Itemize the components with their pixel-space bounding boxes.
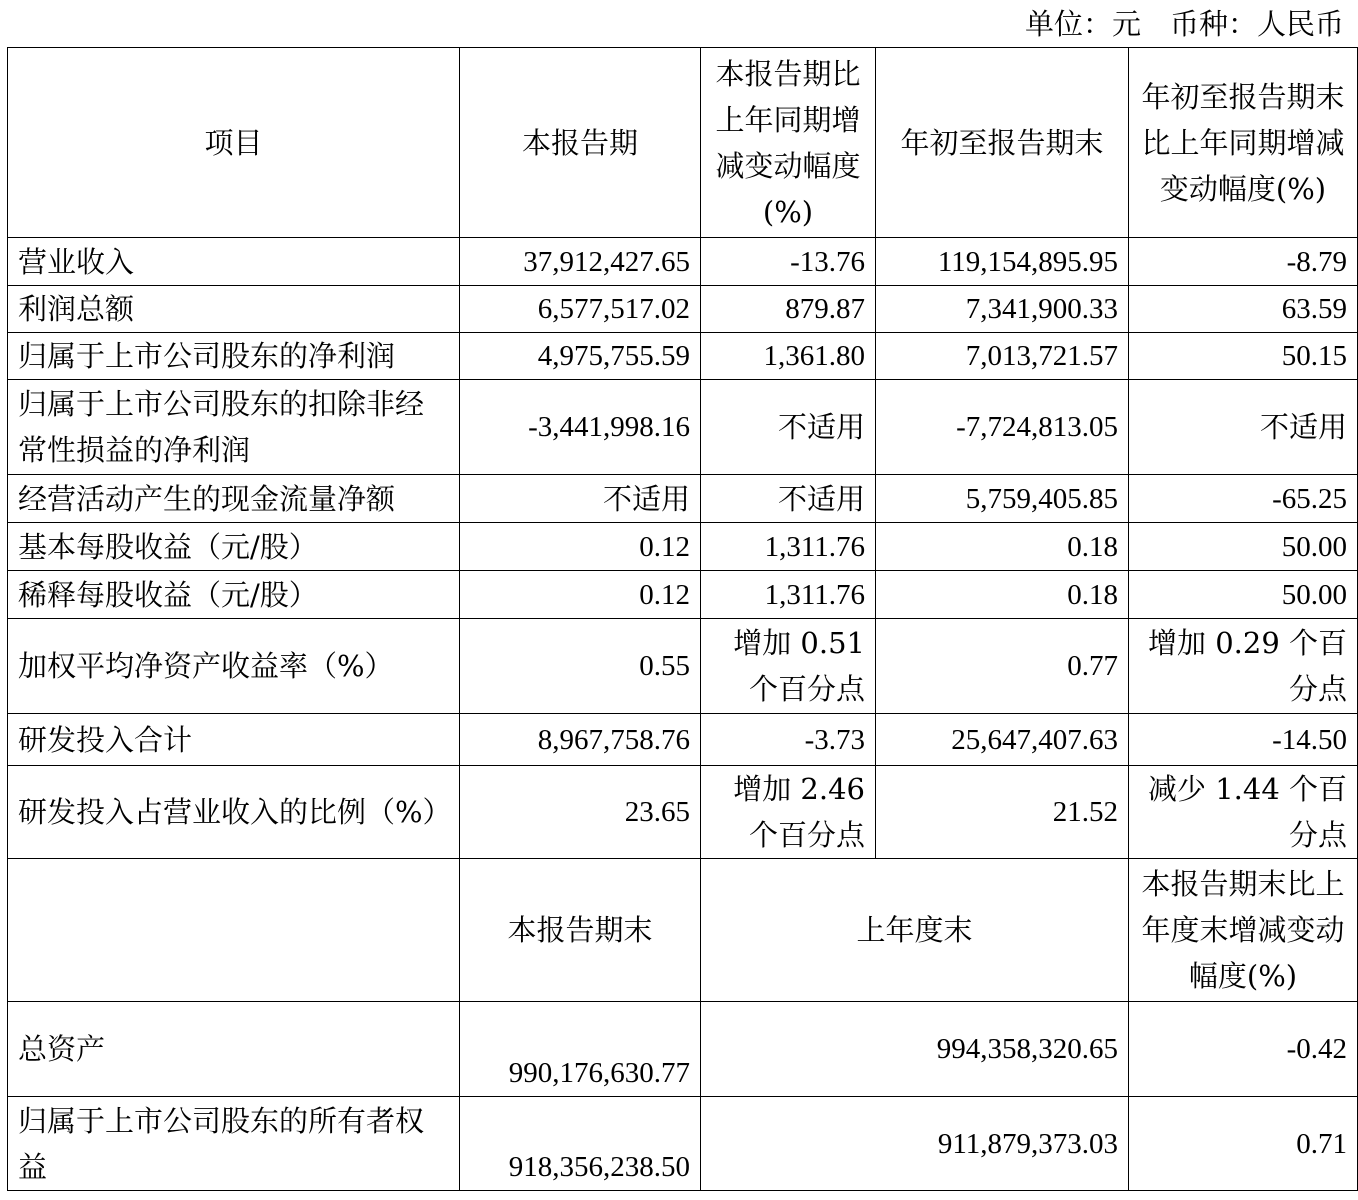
cell-current-change: -13.76 xyxy=(701,238,876,286)
balance-row xyxy=(8,1097,1358,1191)
balance-row xyxy=(8,1002,1358,1097)
cell-balance-change: 0.71 xyxy=(1129,1097,1358,1191)
balance-header-item xyxy=(8,859,460,1002)
cell-ytd-change: -8.79 xyxy=(1129,238,1358,286)
row-label: 利润总额 xyxy=(8,286,460,333)
cell-current-change: 增加 0.51 个百分点 xyxy=(701,619,876,714)
header-period-end: 本报告期末 xyxy=(460,859,701,1002)
table-row xyxy=(8,238,1358,286)
cell-ytd-change: 增加 0.29 个百分点 xyxy=(1129,619,1358,714)
cell-ytd: 119,154,895.95 xyxy=(876,238,1129,286)
cell-current-change: 1,361.80 xyxy=(701,333,876,380)
cell-ytd: 0.18 xyxy=(876,571,1129,619)
header-current-period: 本报告期 xyxy=(460,48,701,238)
balance-header-row xyxy=(8,859,1358,1002)
cell-current: 0.55 xyxy=(460,619,701,714)
cell-prior-year-end: 994,358,320.65 xyxy=(701,1002,1129,1097)
row-label: 基本每股收益（元/股） xyxy=(8,523,460,571)
header-current-change: 本报告期比上年同期增减变动幅度(%) xyxy=(701,48,876,238)
cell-current: 不适用 xyxy=(460,475,701,523)
row-label: 稀释每股收益（元/股） xyxy=(8,571,460,619)
cell-current: 6,577,517.02 xyxy=(460,286,701,333)
cell-current: 0.12 xyxy=(460,571,701,619)
cell-current-change: 879.87 xyxy=(701,286,876,333)
cell-current: 23.65 xyxy=(460,766,701,859)
table-row xyxy=(8,475,1358,523)
cell-current-change: 1,311.76 xyxy=(701,523,876,571)
cell-ytd-change: 50.15 xyxy=(1129,333,1358,380)
cell-ytd: 5,759,405.85 xyxy=(876,475,1129,523)
cell-ytd: 21.52 xyxy=(876,766,1129,859)
cell-current: 4,975,755.59 xyxy=(460,333,701,380)
row-label: 营业收入 xyxy=(8,238,460,286)
header-balance-change: 本报告期末比上年度末增减变动幅度(%) xyxy=(1129,859,1358,1002)
table-row xyxy=(8,571,1358,619)
cell-ytd: 0.77 xyxy=(876,619,1129,714)
header-ytd: 年初至报告期末 xyxy=(876,48,1129,238)
table-row xyxy=(8,766,1358,859)
cell-ytd-change: 50.00 xyxy=(1129,571,1358,619)
row-label: 研发投入合计 xyxy=(8,714,460,766)
row-label: 总资产 xyxy=(8,1002,460,1097)
cell-ytd-change: -14.50 xyxy=(1129,714,1358,766)
table-row xyxy=(8,523,1358,571)
cell-ytd-change: 63.59 xyxy=(1129,286,1358,333)
table-row xyxy=(8,333,1358,380)
cell-current-change: -3.73 xyxy=(701,714,876,766)
unit-currency-note: 单位：元 币种：人民币 xyxy=(1024,7,1344,41)
header-item: 项目 xyxy=(8,48,460,238)
row-label: 研发投入占营业收入的比例（%） xyxy=(8,766,460,859)
cell-ytd: 7,341,900.33 xyxy=(876,286,1129,333)
cell-balance-change: -0.42 xyxy=(1129,1002,1358,1097)
cell-current: 37,912,427.65 xyxy=(460,238,701,286)
table-row xyxy=(8,619,1358,714)
cell-current-change: 1,311.76 xyxy=(701,571,876,619)
cell-ytd: 0.18 xyxy=(876,523,1129,571)
table-row xyxy=(8,714,1358,766)
table-row xyxy=(8,380,1358,475)
cell-current: 8,967,758.76 xyxy=(460,714,701,766)
table-row xyxy=(8,286,1358,333)
row-label: 经营活动产生的现金流量净额 xyxy=(8,475,460,523)
cell-current: 0.12 xyxy=(460,523,701,571)
cell-ytd: -7,724,813.05 xyxy=(876,380,1129,475)
cell-period-end: 918,356,238.50 xyxy=(460,1097,701,1191)
cell-ytd: 25,647,407.63 xyxy=(876,714,1129,766)
cell-current-change: 不适用 xyxy=(701,475,876,523)
row-label: 归属于上市公司股东的扣除非经常性损益的净利润 xyxy=(8,380,460,475)
financial-data-table xyxy=(7,47,1358,1191)
cell-ytd-change: 50.00 xyxy=(1129,523,1358,571)
row-label: 归属于上市公司股东的净利润 xyxy=(8,333,460,380)
cell-current: -3,441,998.16 xyxy=(460,380,701,475)
table-header-row xyxy=(8,48,1358,238)
cell-ytd: 7,013,721.57 xyxy=(876,333,1129,380)
row-label: 归属于上市公司股东的所有者权益 xyxy=(8,1097,460,1191)
cell-ytd-change: 不适用 xyxy=(1129,380,1358,475)
header-prior-year-end: 上年度末 xyxy=(701,859,1129,1002)
cell-current-change: 增加 2.46 个百分点 xyxy=(701,766,876,859)
cell-ytd-change: 减少 1.44 个百分点 xyxy=(1129,766,1358,859)
cell-prior-year-end: 911,879,373.03 xyxy=(701,1097,1129,1191)
header-ytd-change: 年初至报告期末比上年同期增减变动幅度(%) xyxy=(1129,48,1358,238)
cell-current-change: 不适用 xyxy=(701,380,876,475)
cell-ytd-change: -65.25 xyxy=(1129,475,1358,523)
row-label: 加权平均净资产收益率（%） xyxy=(8,619,460,714)
cell-period-end: 990,176,630.77 xyxy=(460,1002,701,1097)
